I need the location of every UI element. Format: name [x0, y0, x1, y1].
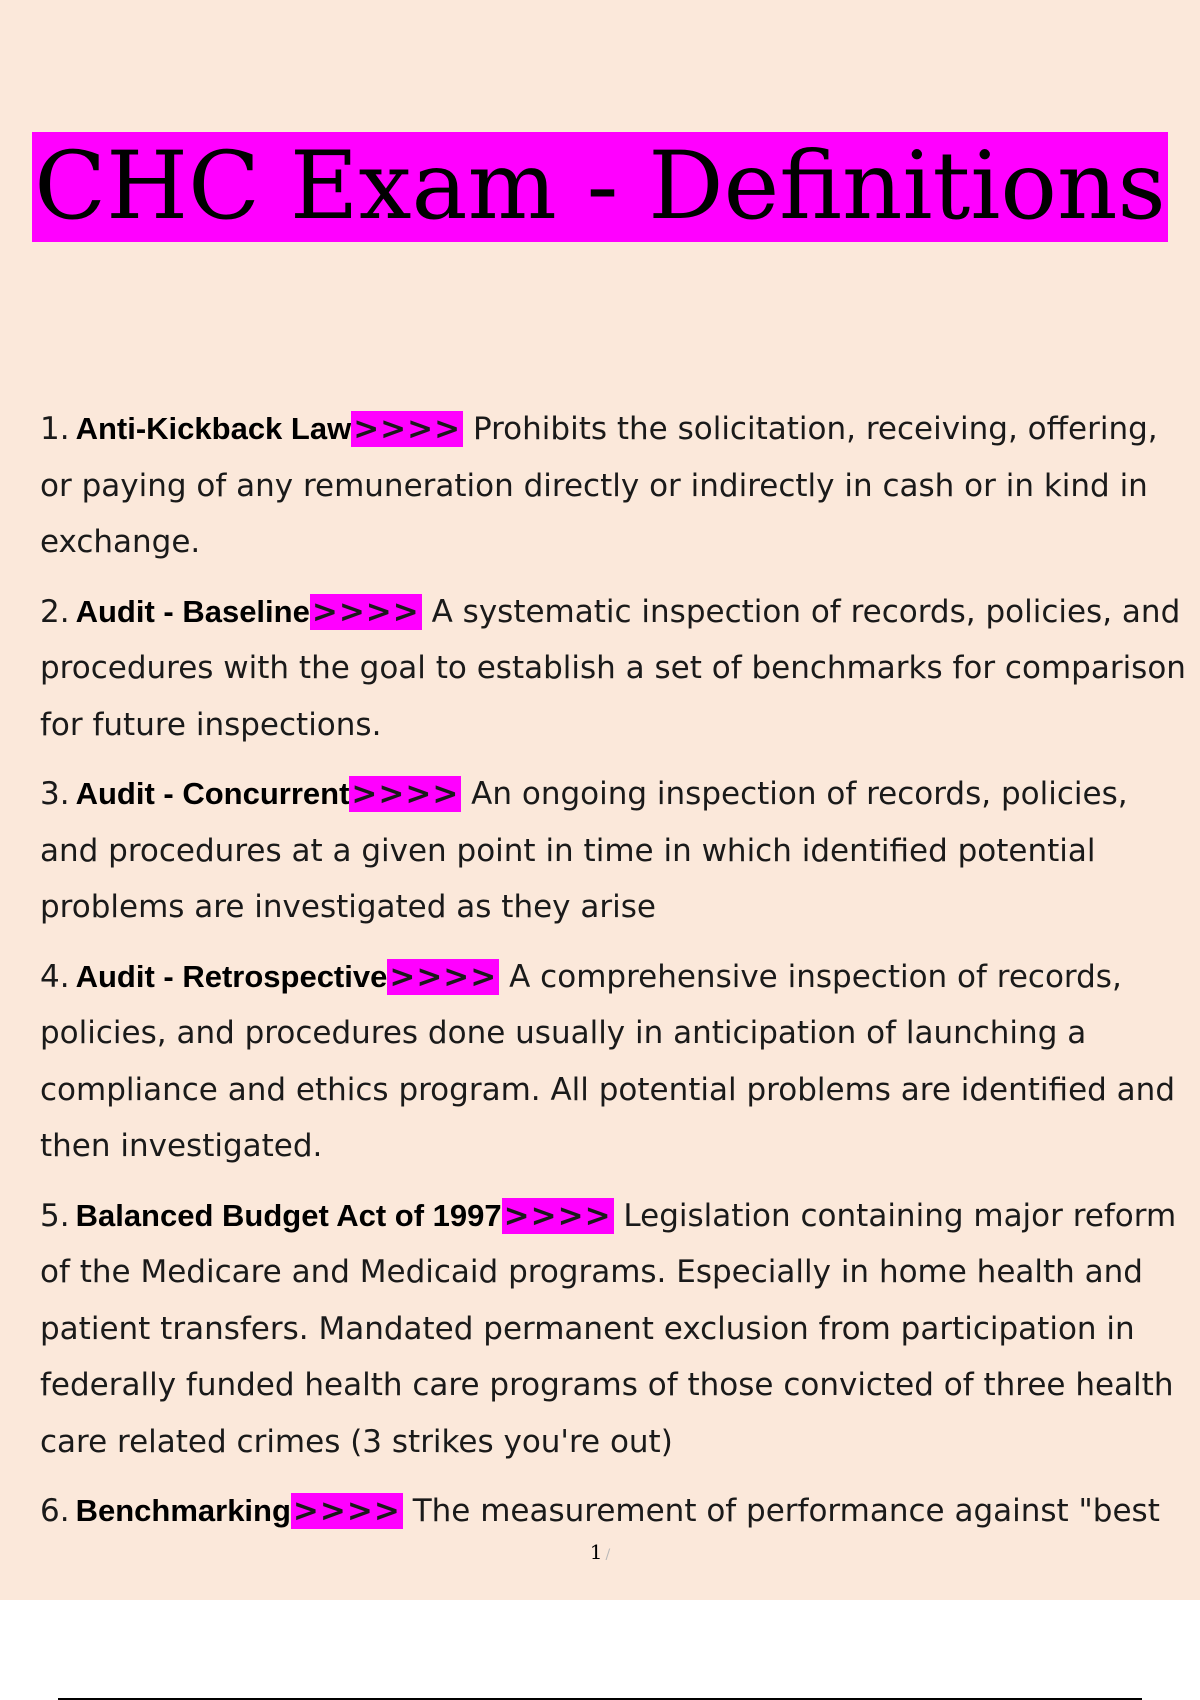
- entry-definition: The measurement of performance against "best: [412, 1493, 1160, 1529]
- entry-number: 4.: [40, 958, 70, 995]
- entry-number: 3.: [40, 776, 70, 812]
- entry-term: Balanced Budget Act of 1997: [75, 1197, 502, 1233]
- title-container: [0, 132, 1200, 242]
- entry-term: Anti-Kickback Law: [75, 411, 352, 446]
- document-title: CHC Exam - Definitions: [34, 132, 1166, 241]
- entry-term: Audit - Concurrent: [75, 776, 350, 811]
- entry-arrow: >>>>: [351, 776, 460, 812]
- entry-term: Audit - Baseline: [75, 593, 310, 629]
- definition-item: [40, 949, 1190, 1175]
- entry-arrow: >>>>: [353, 411, 462, 447]
- entry-number: 5.: [40, 1197, 70, 1234]
- entry-arrow: >>>>: [311, 593, 420, 630]
- entry-arrow: >>>>: [292, 1493, 401, 1529]
- definition-item: [40, 1483, 1190, 1540]
- page-number: [0, 1540, 1200, 1564]
- entry-number: 6.: [40, 1493, 70, 1529]
- entry-definition: A comprehensive inspection of records, policies, and procedures done usually in anticipation of launching a compliance and ethics program. All potential problems are identified and then investigated.: [40, 958, 1175, 1164]
- entry-definition: Prohibits the solicitation, receiving, offering, or paying of any remuneration directly or indirectly in cash or in kind in exchange.: [40, 411, 1158, 560]
- page-number-value: 1: [589, 1540, 603, 1564]
- entry-arrow: >>>>: [389, 958, 498, 995]
- entry-term: Benchmarking: [75, 1493, 291, 1528]
- entry-definition: Legislation containing major reform of the Medicare and Medicaid programs. Especially in home health and patient transfers. Mandated permanent exclusion from participation in federally funded health care programs of those convicted of three health care related crimes (3 strikes you're out): [40, 1197, 1177, 1460]
- definition-item: [40, 766, 1190, 936]
- entry-term: Audit - Retrospective: [75, 958, 388, 994]
- definition-list: [40, 401, 1190, 1553]
- entry-arrow: >>>>: [503, 1197, 612, 1234]
- entry-number: 2.: [40, 593, 70, 630]
- entry-number: 1.: [40, 411, 70, 447]
- page-number-separator: /: [605, 1547, 611, 1563]
- entry-definition: A systematic inspection of records, policies, and procedures with the goal to establish a set of benchmarks for comparison for future inspections.: [40, 593, 1186, 743]
- definition-item: [40, 584, 1190, 754]
- definition-item: [40, 401, 1190, 571]
- definition-item: [40, 1188, 1190, 1471]
- entry-definition: An ongoing inspection of records, policies, and procedures at a given point in time in which identified potential problems are investigated as they arise: [40, 776, 1128, 925]
